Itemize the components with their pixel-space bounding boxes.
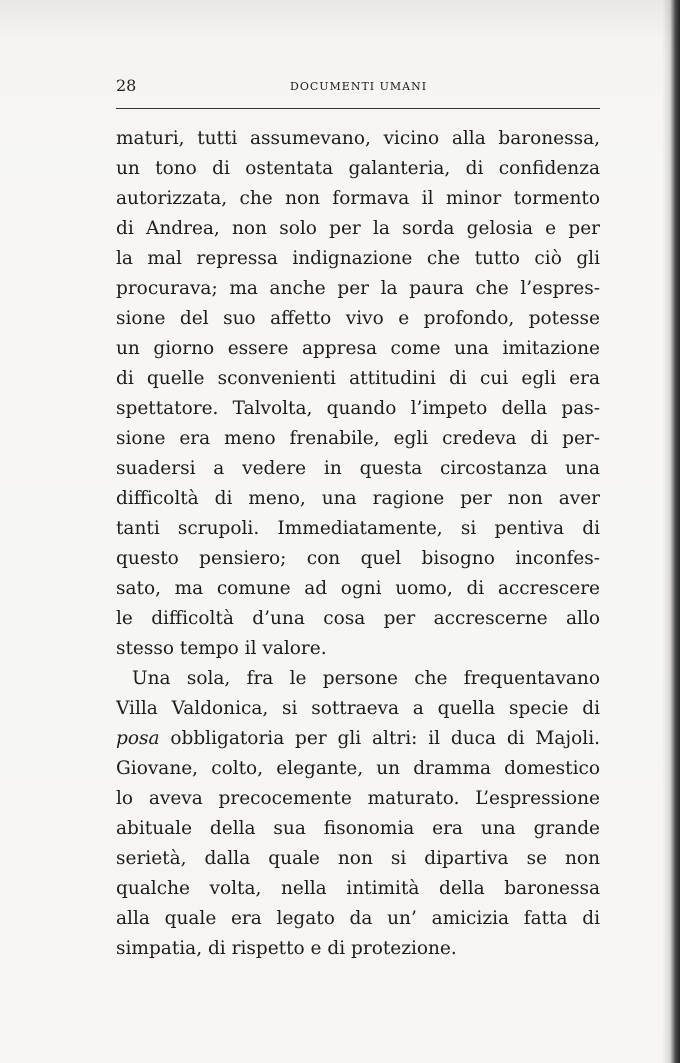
text-line: sione era meno frenabile, egli credeva di per- [116, 428, 600, 449]
text-line: un giorno essere appresa come una imitazione [116, 338, 600, 359]
text-line: alla quale era legato da un’ amicizia fatta di [116, 908, 600, 929]
text-line: Villa Valdonica, si sottraeva a quella specie di [116, 698, 600, 719]
text-line: difficoltà di meno, una ragione per non aver [116, 488, 600, 509]
text-line: serietà, dalla quale non si dipartiva se non [116, 848, 600, 869]
text-line: di quelle sconvenienti attitudini di cui egli era [116, 368, 600, 389]
text-line: un tono di ostentata galanteria, di confidenza [116, 158, 600, 179]
running-head [116, 76, 600, 98]
text-line: le difficoltà d’una cosa per accrescerne allo [116, 608, 600, 629]
text-line-with-italic [116, 724, 600, 754]
text-line-rest: obbligatoria per gli altri: il duca di Majoli. [170, 728, 600, 749]
text-line: sato, ma comune ad ogni uomo, di accrescere [116, 578, 600, 599]
text-line: questo pensiero; con quel bisogno inconfes- [116, 548, 600, 569]
body-text [116, 124, 600, 964]
text-line: di Andrea, non solo per la sorda gelosia e per [116, 218, 600, 239]
header-title: DOCUMENTI UMANI [290, 80, 428, 93]
italic-word: posa [116, 728, 160, 749]
text-line: lo aveva precocemente maturato. L’espressione [116, 788, 600, 809]
text-line: abituale della sua fisonomia era una grande [116, 818, 600, 839]
text-line: autorizzata, che non formava il minor tormento [116, 188, 600, 209]
page-edge-shadow [662, 0, 680, 1063]
text-line: tanti scrupoli. Immediatamente, si pentiva di [116, 518, 600, 539]
text-line: maturi, tutti assumevano, vicino alla baronessa, [116, 128, 600, 149]
header-rule [116, 108, 600, 109]
text-line: procurava; ma anche per la paura che l’espres- [116, 278, 600, 299]
text-line: sione del suo affetto vivo e profondo, potesse [116, 308, 600, 329]
text-line: spettatore. Talvolta, quando l’impeto della pas- [116, 398, 600, 419]
text-line: la mal repressa indignazione che tutto ciò gli [116, 248, 600, 269]
text-line: Una sola, fra le persone che frequentavano [132, 668, 600, 689]
page-number: 28 [116, 76, 137, 95]
text-line: stesso tempo il valore. [116, 638, 327, 659]
text-line: Giovane, colto, elegante, un dramma domestico [116, 758, 600, 779]
text-line: qualche volta, nella intimità della baronessa [116, 878, 600, 899]
text-line: simpatia, di rispetto e di protezione. [116, 938, 457, 959]
text-line: suadersi a vedere in questa circostanza una [116, 458, 600, 479]
